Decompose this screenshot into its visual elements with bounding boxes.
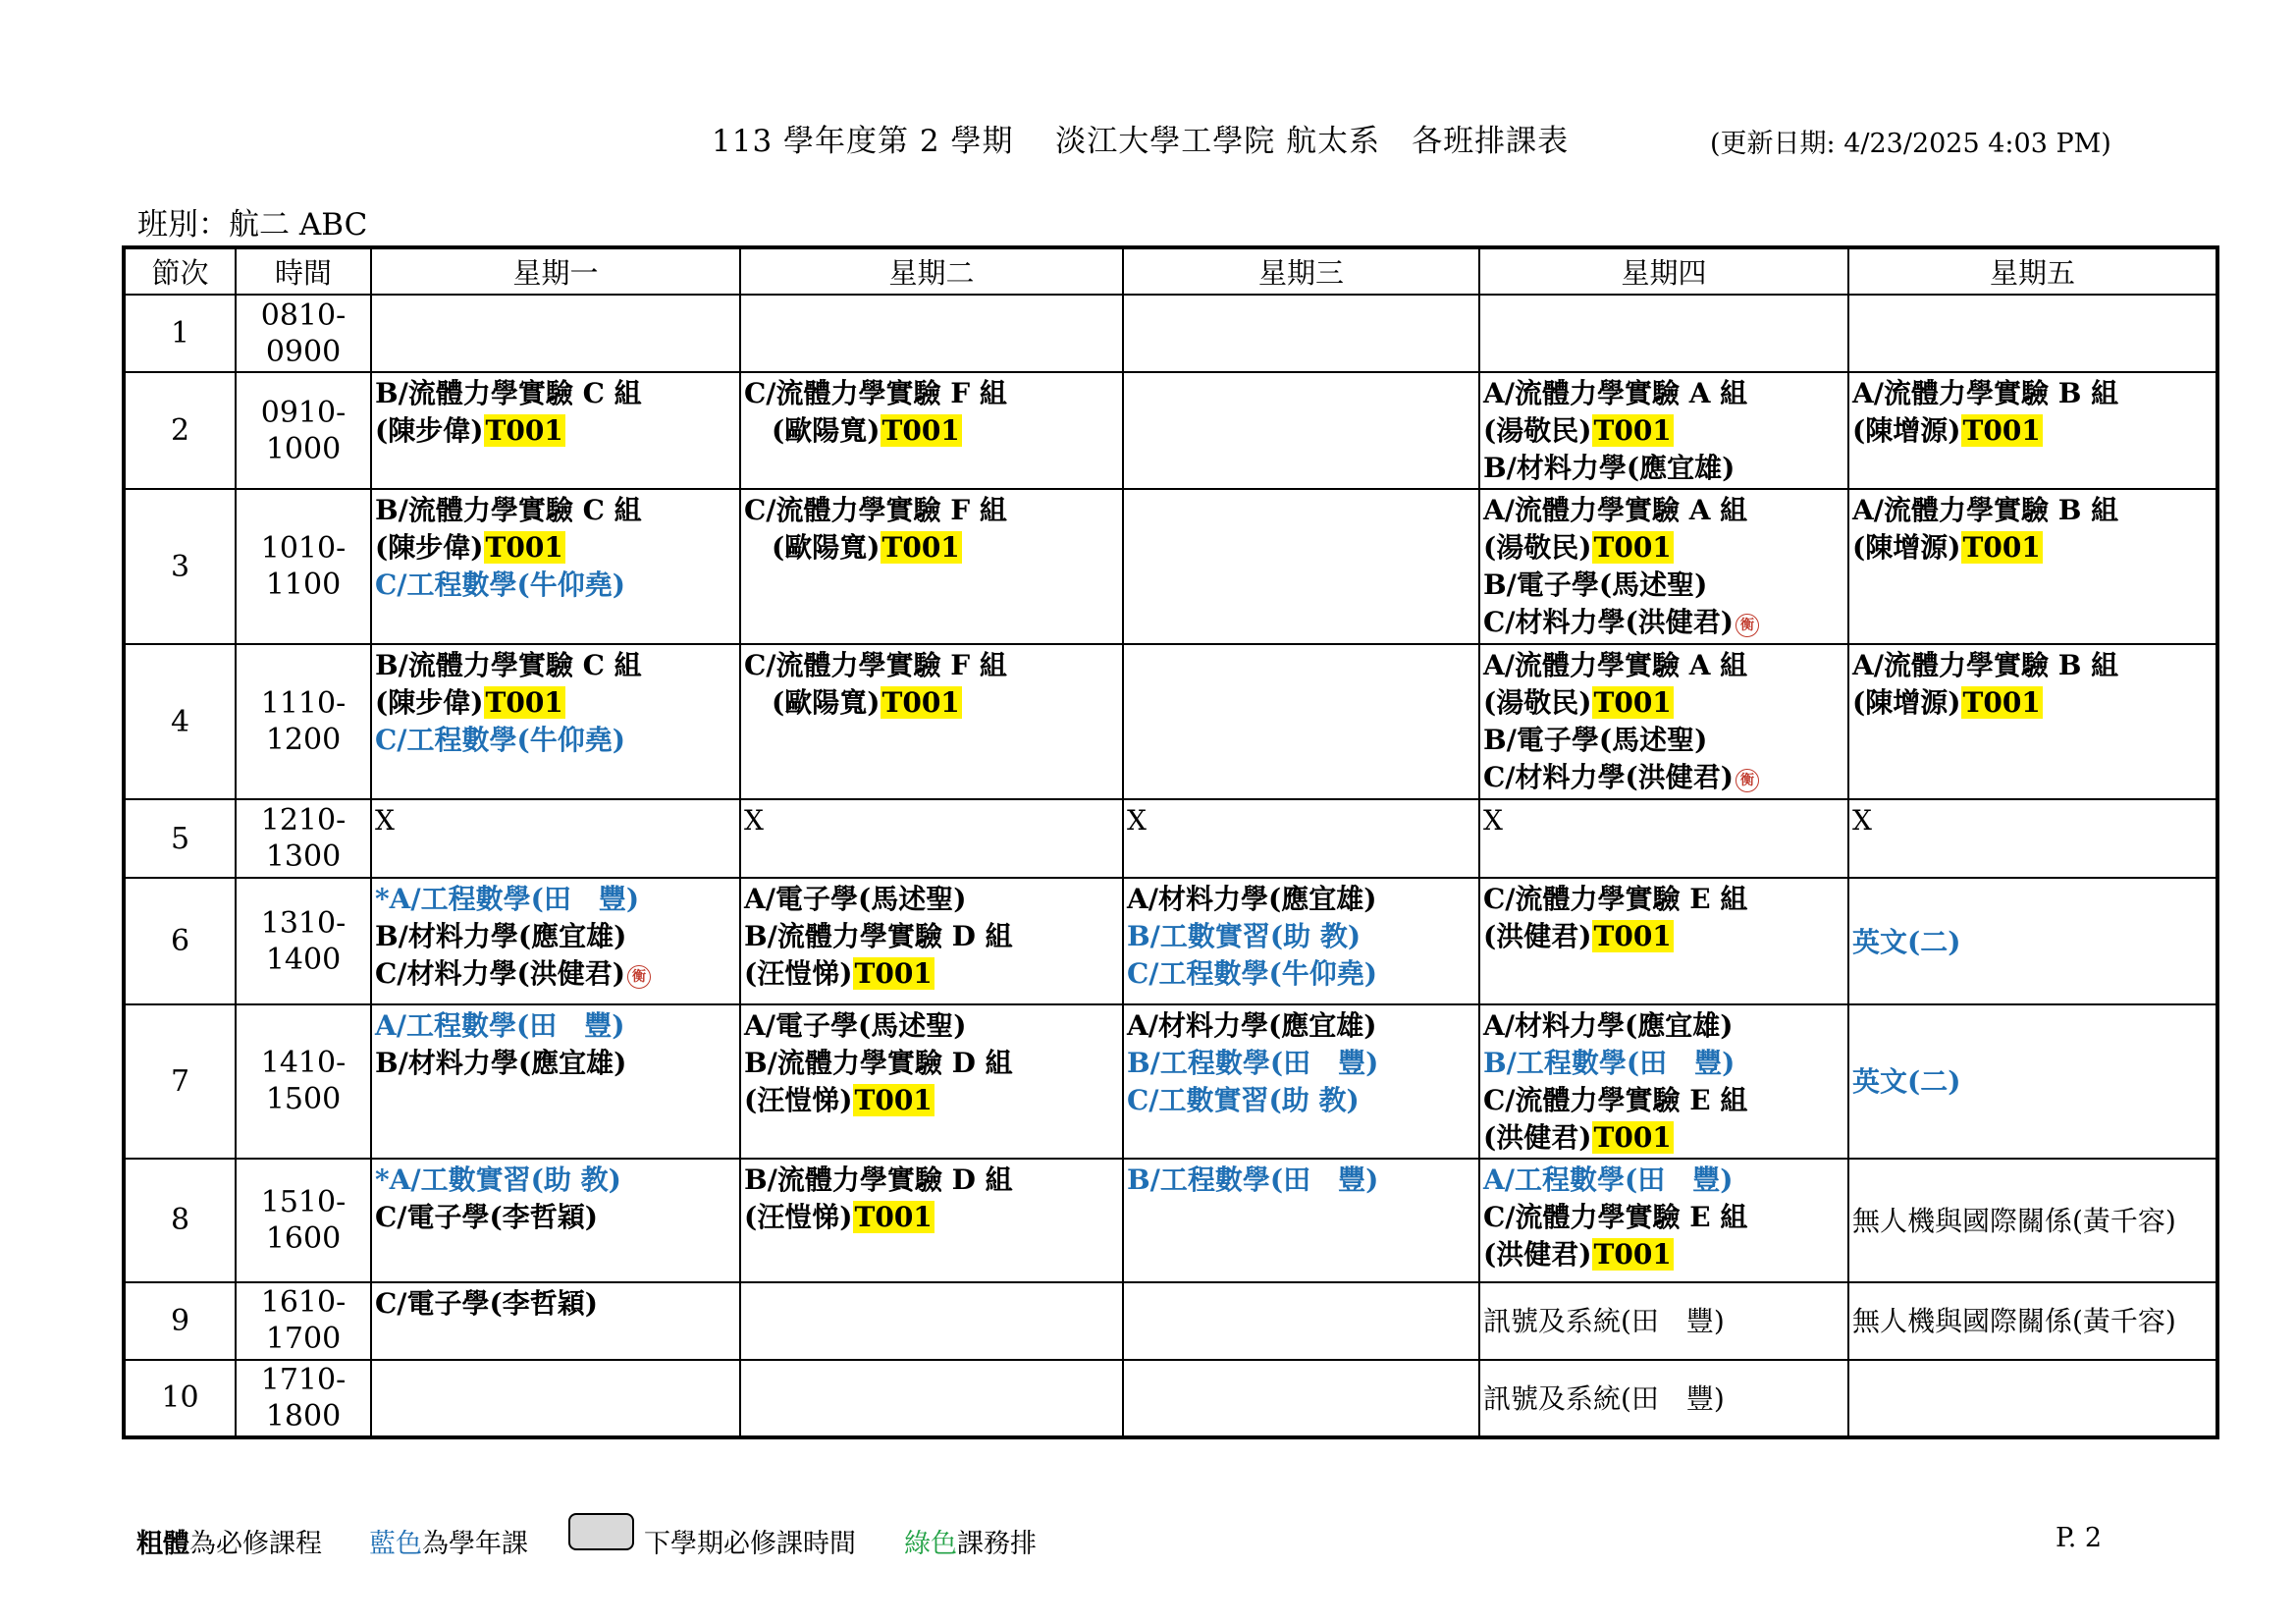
room-badge: T001 <box>1593 686 1672 720</box>
time-start: 0910- <box>260 395 347 430</box>
time-start: 1110- <box>260 686 347 722</box>
course: B/電子學(馬述聖) <box>1483 724 1708 757</box>
period-number: 7 <box>124 1004 236 1159</box>
room-badge: T001 <box>485 414 563 448</box>
cell-fri <box>1848 1360 2217 1437</box>
header-period: 節次 <box>124 247 236 295</box>
course: C/工程數學(牛仰堯) <box>375 568 626 602</box>
period-number: 10 <box>124 1360 236 1437</box>
course: B/流體力學實驗 D 組 <box>744 920 1013 953</box>
room-badge: T001 <box>881 531 960 565</box>
course: 訊號及系統(田 豐) <box>1483 1305 1725 1338</box>
seal-icon: 衡 <box>627 965 651 989</box>
cell-fri <box>1848 1282 2217 1360</box>
legend-green <box>904 1522 1037 1560</box>
cell-thu <box>1479 1360 1848 1437</box>
cell-wed <box>1123 1004 1479 1159</box>
course: A/流體力學實驗 A 組 <box>1483 377 1748 410</box>
course <box>375 529 739 567</box>
time-cell <box>236 644 371 799</box>
cell-mon <box>371 1159 740 1282</box>
cell-thu <box>1479 372 1848 489</box>
cell-thu <box>1479 878 1848 1003</box>
cell-mon <box>371 1004 740 1159</box>
updated-date: (更新日期: 4/23/2025 4:03 PM) <box>1710 129 2111 159</box>
time-end: 0900 <box>265 334 342 369</box>
cell-mon <box>371 372 740 489</box>
no-class-mark: X <box>744 804 764 838</box>
course: B/材料力學(應宜雄) <box>375 920 627 953</box>
time-cell <box>236 878 371 1003</box>
header-wednesday: 星期三 <box>1123 247 1479 295</box>
period-number: 5 <box>124 799 236 878</box>
course: A/材料力學(應宜雄) <box>1483 1008 1734 1042</box>
course: C/流體力學實驗 F 組 <box>744 649 1007 682</box>
course: C/電子學(李哲穎) <box>375 1286 599 1320</box>
course: B/流體力學實驗 D 組 <box>744 1046 1013 1079</box>
course <box>1852 412 2216 450</box>
instructor: (陳增源) <box>1852 414 1961 448</box>
cell-fri <box>1848 799 2217 878</box>
instructor: (陳步偉) <box>375 414 484 448</box>
course-text: C/材料力學(洪健君) <box>1483 761 1735 794</box>
course: B/電子學(馬述聖) <box>1483 568 1708 602</box>
cell-wed <box>1123 1360 1479 1437</box>
period-number: 9 <box>124 1282 236 1360</box>
time-cell <box>236 1159 371 1282</box>
instructor: (洪健君) <box>1483 1120 1592 1154</box>
gray-swatch-icon <box>568 1513 634 1550</box>
no-class-mark: X <box>375 804 395 838</box>
period-number: 4 <box>124 644 236 799</box>
time-cell <box>236 489 371 644</box>
course: C/流體力學實驗 E 組 <box>1483 1083 1748 1116</box>
table-row <box>124 1004 2217 1159</box>
time-end: 1600 <box>265 1220 342 1256</box>
course: 無人機與國際關係(黃千容) <box>1852 1305 2176 1338</box>
period-number: 6 <box>124 878 236 1003</box>
room-badge: T001 <box>1962 686 2041 720</box>
course <box>744 1082 1122 1119</box>
course <box>744 955 1122 993</box>
course <box>1483 759 1847 796</box>
cell-wed <box>1123 878 1479 1003</box>
cell-tue <box>740 372 1123 489</box>
time-start: 1510- <box>260 1184 347 1219</box>
time-cell <box>236 295 371 372</box>
course: 訊號及系統(田 豐) <box>1483 1381 1725 1415</box>
course: A/工程數學(田 豐) <box>1483 1163 1734 1196</box>
course: *A/工數實習(助 教) <box>375 1163 621 1196</box>
schedule-table <box>122 245 2219 1439</box>
course: C/流體力學實驗 F 組 <box>744 494 1007 527</box>
course: C/工數實習(助 教) <box>1127 1083 1360 1116</box>
table-row <box>124 1159 2217 1282</box>
cell-thu <box>1479 489 1848 644</box>
course: 英文(二) <box>1852 1065 1961 1099</box>
cell-fri <box>1848 372 2217 489</box>
course: B/材料力學(應宜雄) <box>375 1046 627 1079</box>
table-row <box>124 372 2217 489</box>
cell-fri <box>1848 878 2217 1003</box>
instructor: (汪愷悌) <box>744 1083 853 1116</box>
cell-fri <box>1848 295 2217 372</box>
course <box>1483 1119 1847 1157</box>
cell-wed <box>1123 295 1479 372</box>
course: A/電子學(馬述聖) <box>744 883 967 916</box>
legend-blue-word: 藍色 <box>369 1529 422 1559</box>
course <box>1483 684 1847 722</box>
cell-mon <box>371 1360 740 1437</box>
no-class-mark: X <box>1127 804 1147 838</box>
cell-mon <box>371 799 740 878</box>
course <box>1852 684 2216 722</box>
room-badge: T001 <box>854 957 933 991</box>
time-end: 1000 <box>265 431 342 466</box>
cell-fri <box>1848 489 2217 644</box>
time-start: 0810- <box>260 298 347 333</box>
course <box>1483 1236 1847 1273</box>
instructor: (湯敬民) <box>1483 686 1592 720</box>
course-text: C/材料力學(洪健君) <box>375 957 626 991</box>
cell-tue <box>740 489 1123 644</box>
course: C/流體力學實驗 E 組 <box>1483 1200 1748 1233</box>
course: B/流體力學實驗 D 組 <box>744 1163 1013 1196</box>
time-start: 1010- <box>260 531 347 567</box>
time-end: 1800 <box>265 1398 342 1434</box>
period-number: 8 <box>124 1159 236 1282</box>
cell-tue <box>740 1159 1123 1282</box>
course <box>1483 918 1847 955</box>
course <box>744 529 1122 567</box>
course: C/電子學(李哲穎) <box>375 1200 599 1233</box>
room-badge: T001 <box>881 686 960 720</box>
cell-mon <box>371 295 740 372</box>
header-friday: 星期五 <box>1848 247 2217 295</box>
legend-bold-word: 粗體 <box>136 1529 189 1559</box>
no-class-mark: X <box>1852 804 1872 838</box>
cell-fri <box>1848 1004 2217 1159</box>
header-row <box>124 247 2217 295</box>
time-end: 1400 <box>265 942 342 977</box>
cell-thu <box>1479 799 1848 878</box>
cell-mon <box>371 878 740 1003</box>
page-number: P. 2 <box>2056 1523 2103 1553</box>
course: B/流體力學實驗 C 組 <box>375 494 642 527</box>
room-badge: T001 <box>1962 414 2041 448</box>
table-row <box>124 878 2217 1003</box>
course: B/流體力學實驗 C 組 <box>375 377 642 410</box>
course: C/工程數學(牛仰堯) <box>375 724 626 757</box>
page-title: 113 學年度第 2 學期 淡江大學工學院 航太系 各班排課表 <box>712 124 1570 159</box>
time-cell <box>236 1360 371 1437</box>
course: B/工程數學(田 豐) <box>1127 1163 1379 1196</box>
course: A/工程數學(田 豐) <box>375 1008 625 1042</box>
time-cell <box>236 1004 371 1159</box>
cell-thu <box>1479 1159 1848 1282</box>
legend-blue-rest: 為學年課 <box>422 1529 528 1559</box>
cell-wed <box>1123 644 1479 799</box>
course: *A/工程數學(田 豐) <box>375 883 640 916</box>
course-text: C/材料力學(洪健君) <box>1483 606 1735 639</box>
legend-green-rest: 課務排 <box>957 1529 1037 1559</box>
room-badge: T001 <box>854 1083 933 1116</box>
seal-icon: 衡 <box>1735 614 1759 637</box>
course <box>1483 412 1847 450</box>
header-thursday: 星期四 <box>1479 247 1848 295</box>
room-badge: T001 <box>1962 531 2041 565</box>
course <box>375 412 739 450</box>
course <box>375 684 739 722</box>
cell-fri <box>1848 644 2217 799</box>
room-badge: T001 <box>485 531 563 565</box>
time-end: 1700 <box>265 1322 342 1357</box>
legend-green-word: 綠色 <box>904 1529 957 1559</box>
room-badge: T001 <box>854 1200 933 1233</box>
course: B/材料力學(應宜雄) <box>1483 452 1735 485</box>
time-start: 1710- <box>260 1362 347 1397</box>
instructor: (陳步偉) <box>375 686 484 720</box>
cell-wed <box>1123 489 1479 644</box>
cell-thu <box>1479 1004 1848 1159</box>
instructor: (歐陽寬) <box>772 531 881 565</box>
instructor: (洪健君) <box>1483 1237 1592 1271</box>
legend-gray-text: 下學期必修課時間 <box>644 1529 856 1559</box>
cell-tue <box>740 1282 1123 1360</box>
course: A/材料力學(應宜雄) <box>1127 883 1377 916</box>
instructor: (歐陽寬) <box>772 414 881 448</box>
room-badge: T001 <box>1593 1120 1672 1154</box>
time-end: 1500 <box>265 1082 342 1117</box>
cell-wed <box>1123 799 1479 878</box>
header-tuesday: 星期二 <box>740 247 1123 295</box>
table-row <box>124 489 2217 644</box>
instructor: (歐陽寬) <box>772 686 881 720</box>
instructor: (陳增源) <box>1852 531 1961 565</box>
cell-fri <box>1848 1159 2217 1282</box>
period-number: 3 <box>124 489 236 644</box>
time-cell <box>236 372 371 489</box>
instructor: (汪愷悌) <box>744 957 853 991</box>
time-end: 1100 <box>265 568 342 603</box>
cell-tue <box>740 799 1123 878</box>
course: 英文(二) <box>1852 925 1961 958</box>
cell-tue <box>740 1360 1123 1437</box>
course <box>1483 529 1847 567</box>
cell-tue <box>740 644 1123 799</box>
room-badge: T001 <box>1593 1237 1672 1271</box>
course: B/流體力學實驗 C 組 <box>375 649 642 682</box>
table-row <box>124 799 2217 878</box>
table-row <box>124 1282 2217 1360</box>
instructor: (陳增源) <box>1852 686 1961 720</box>
course: A/電子學(馬述聖) <box>744 1008 967 1042</box>
cell-thu <box>1479 644 1848 799</box>
course: C/工程數學(牛仰堯) <box>1127 957 1378 991</box>
time-start: 1210- <box>260 803 347 839</box>
room-badge: T001 <box>1593 414 1672 448</box>
table-row <box>124 644 2217 799</box>
legend-blue <box>369 1522 528 1560</box>
cell-thu <box>1479 1282 1848 1360</box>
legend-bold-rest: 為必修課程 <box>189 1529 322 1559</box>
time-end: 1200 <box>265 723 342 758</box>
course: A/流體力學實驗 B 組 <box>1852 494 2119 527</box>
room-badge: T001 <box>1593 920 1672 953</box>
period-number: 2 <box>124 372 236 489</box>
header-time: 時間 <box>236 247 371 295</box>
course <box>744 1199 1122 1236</box>
room-badge: T001 <box>1593 531 1672 565</box>
no-class-mark: X <box>1483 804 1503 838</box>
table-row <box>124 295 2217 372</box>
cell-mon <box>371 489 740 644</box>
instructor: (洪健君) <box>1483 920 1592 953</box>
course <box>1852 529 2216 567</box>
time-start: 1410- <box>260 1046 347 1081</box>
table-row <box>124 1360 2217 1437</box>
time-start: 1310- <box>260 905 347 941</box>
legend-bold <box>136 1522 322 1560</box>
cell-mon <box>371 644 740 799</box>
cell-wed <box>1123 1282 1479 1360</box>
course: C/流體力學實驗 E 組 <box>1483 883 1748 916</box>
course: 無人機與國際關係(黃千容) <box>1852 1204 2176 1237</box>
course: A/流體力學實驗 B 組 <box>1852 377 2119 410</box>
cell-wed <box>1123 1159 1479 1282</box>
course: B/工程數學(田 豐) <box>1483 1046 1735 1079</box>
room-badge: T001 <box>485 686 563 720</box>
seal-icon: 衡 <box>1735 769 1759 792</box>
instructor: (湯敬民) <box>1483 531 1592 565</box>
course: B/工數實習(助 教) <box>1127 920 1362 953</box>
cell-mon <box>371 1282 740 1360</box>
course: A/流體力學實驗 A 組 <box>1483 494 1748 527</box>
instructor: (汪愷悌) <box>744 1200 853 1233</box>
course <box>375 955 739 993</box>
cell-tue <box>740 295 1123 372</box>
room-badge: T001 <box>881 414 960 448</box>
course: A/材料力學(應宜雄) <box>1127 1008 1377 1042</box>
course <box>744 412 1122 450</box>
instructor: (陳步偉) <box>375 531 484 565</box>
course: A/流體力學實驗 A 組 <box>1483 649 1748 682</box>
cell-tue <box>740 1004 1123 1159</box>
course: B/工程數學(田 豐) <box>1127 1046 1379 1079</box>
instructor: (湯敬民) <box>1483 414 1592 448</box>
class-label: 班別：航二 ABC <box>137 207 368 243</box>
cell-tue <box>740 878 1123 1003</box>
course: C/流體力學實驗 F 組 <box>744 377 1007 410</box>
cell-wed <box>1123 372 1479 489</box>
time-cell <box>236 799 371 878</box>
period-number: 1 <box>124 295 236 372</box>
course <box>744 684 1122 722</box>
time-start: 1610- <box>260 1285 347 1321</box>
header-monday: 星期一 <box>371 247 740 295</box>
course: A/流體力學實驗 B 組 <box>1852 649 2119 682</box>
time-end: 1300 <box>265 839 342 875</box>
time-cell <box>236 1282 371 1360</box>
course <box>1483 604 1847 641</box>
cell-thu <box>1479 295 1848 372</box>
